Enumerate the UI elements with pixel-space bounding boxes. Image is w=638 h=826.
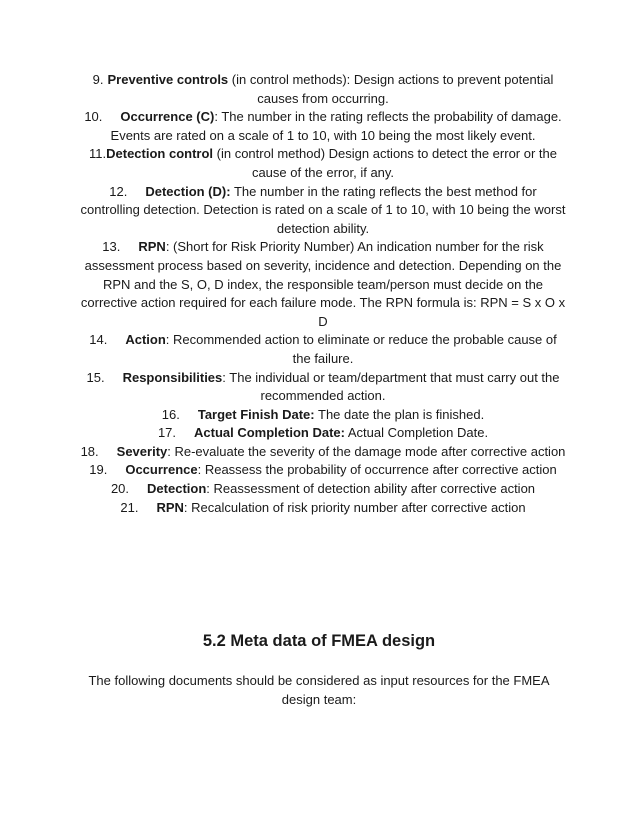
- item-term: Detection control: [106, 146, 214, 162]
- item-number: 21.: [120, 499, 139, 515]
- item-term: Preventive controls: [107, 72, 229, 87]
- item-number: 16.: [161, 406, 180, 422]
- item-text: : Recalculation of risk priority number after corrective action: [183, 499, 526, 515]
- item-term: Actual Completion Date:: [194, 425, 345, 441]
- item-text: : The number in the rating reflects the probability of damage. Events are rated on a scale of 1 to 10, with 10 being the most likely event.: [110, 109, 562, 143]
- item-text: : Reassess the probability of occurrence after corrective action: [197, 462, 557, 478]
- item-text: : The individual or team/department that must carry out the recommended action.: [222, 369, 560, 404]
- item-number: 11.: [89, 146, 107, 162]
- item-text: (in control methods): Design actions to prevent potential causes from occurring.: [228, 72, 554, 106]
- list-item: [80, 406, 566, 425]
- item-term: Responsibilities: [122, 369, 223, 385]
- list-item: [80, 331, 566, 368]
- definitions-list: [80, 71, 566, 517]
- item-text: : Reassessment of detection ability after corrective action: [206, 481, 536, 497]
- item-text: : Re-evaluate the severity of the damage mode after corrective action: [167, 443, 566, 459]
- item-text: : (Short for Risk Priority Number) An indication number for the risk assessment process based on severity, incidence and detection. Depending on the RPN and the S, O, D index, the responsible team/person must decide on the corrective action required for each failure mode. The RPN formula is: RPN = S x O x D: [80, 239, 566, 329]
- item-term: Severity: [116, 443, 168, 459]
- list-item: [80, 424, 566, 443]
- item-term: Occurrence (C): [120, 109, 215, 125]
- item-text: Actual Completion Date.: [344, 425, 489, 441]
- item-text: The number in the rating reflects the best method for controlling detection. Detection is rated on a scale of 1 to 10, with 10 being the worst detection ability.: [80, 183, 566, 236]
- item-number: 14.: [89, 332, 108, 348]
- list-item: [80, 499, 566, 518]
- item-text: : Recommended action to eliminate or reduce the probable cause of the failure.: [165, 332, 557, 366]
- list-item: [80, 480, 566, 499]
- item-number: 19.: [89, 462, 108, 478]
- item-number: 9.: [92, 72, 104, 87]
- item-number: 13.: [102, 239, 121, 255]
- item-number: 10.: [84, 109, 103, 125]
- list-item: [80, 183, 566, 239]
- list-item: [80, 145, 566, 182]
- list-item: [80, 443, 566, 462]
- section-heading: 5.2 Meta data of FMEA design: [202, 632, 436, 650]
- item-term: RPN: [156, 499, 184, 515]
- item-term: Detection (D):: [145, 183, 231, 199]
- item-term: Action: [125, 332, 166, 348]
- item-number: 17.: [157, 425, 177, 441]
- list-item: [80, 369, 566, 406]
- item-term: Target Finish Date:: [197, 406, 315, 422]
- item-text: (in control method) Design actions to detect the error or the cause of the error, if any.: [213, 146, 557, 180]
- item-number: 18.: [80, 443, 99, 459]
- item-term: Detection: [147, 481, 207, 497]
- item-term: RPN: [138, 239, 166, 255]
- item-number: 15.: [86, 369, 105, 385]
- list-item: [80, 461, 566, 480]
- list-item: [80, 238, 566, 331]
- list-item: [80, 108, 566, 145]
- item-term: Occurrence: [125, 462, 198, 478]
- list-item: [80, 71, 566, 108]
- section-intro: The following documents should be considered as input resources for the FMEA design team:: [88, 673, 550, 707]
- item-number: 20.: [110, 481, 130, 497]
- item-number: 12.: [109, 183, 128, 199]
- item-text: The date the plan is finished.: [314, 406, 485, 422]
